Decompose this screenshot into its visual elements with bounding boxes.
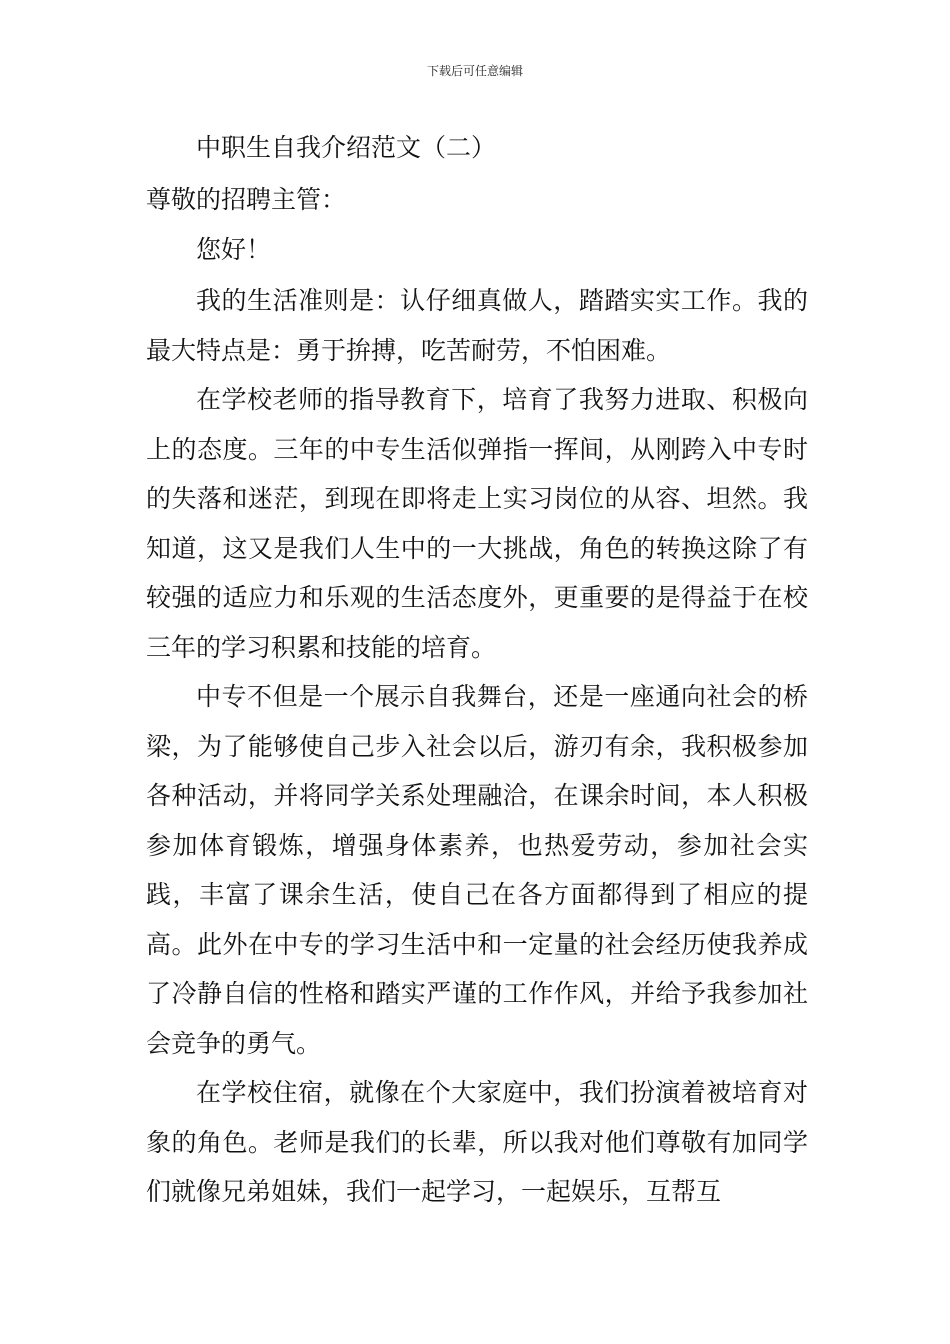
paragraph: 在学校老师的指导教育下，培育了我努力进取、积极向上的态度。三年的中专生活似弹指一挥间，从刚跨入中专时的失落和迷茫，到现在即将走上实习岗位的从容、坦然。我知道，这又是我们人生中的一大挑战，角色的转换这除了有较强的适应力和乐观的生活态度外，更重要的是得益于在校三年的学习积累和技能的培育。: [146, 385, 808, 662]
page-header: 下载后可任意编辑: [426, 64, 523, 78]
document-title: 中职生自我介绍范文（二）: [196, 133, 497, 162]
salutation: 尊敬的招聘主管：: [146, 185, 347, 214]
greeting: 您好！: [196, 235, 272, 264]
paragraph: 中专不但是一个展示自我舞台，还是一座通向社会的桥梁，为了能够使自己步入社会以后，游刃有余，我积极参加各种活动，并将同学关系处理融洽，在课余时间，本人积极参加体育锻炼，增强身体素养，也热爱劳动，参加社会实践，丰富了课余生活，使自己在各方面都得到了相应的提高。此外在中专的学习生活中和一定量的社会经历使我养成了冷静自信的性格和踏实严谨的工作作风，并给予我参加社会竞争的勇气。: [146, 682, 808, 1058]
paragraph: 在学校住宿，就像在个大家庭中，我们扮演着被培育对象的角色。老师是我们的长辈，所以我对他们尊敬有加同学们就像兄弟姐妹，我们一起学习，一起娱乐，互帮互: [146, 1078, 808, 1206]
paragraph: 我的生活准则是：认仔细真做人，踏踏实实工作。我的最大特点是：勇于拚搏，吃苦耐劳，不怕困难。: [146, 286, 808, 365]
